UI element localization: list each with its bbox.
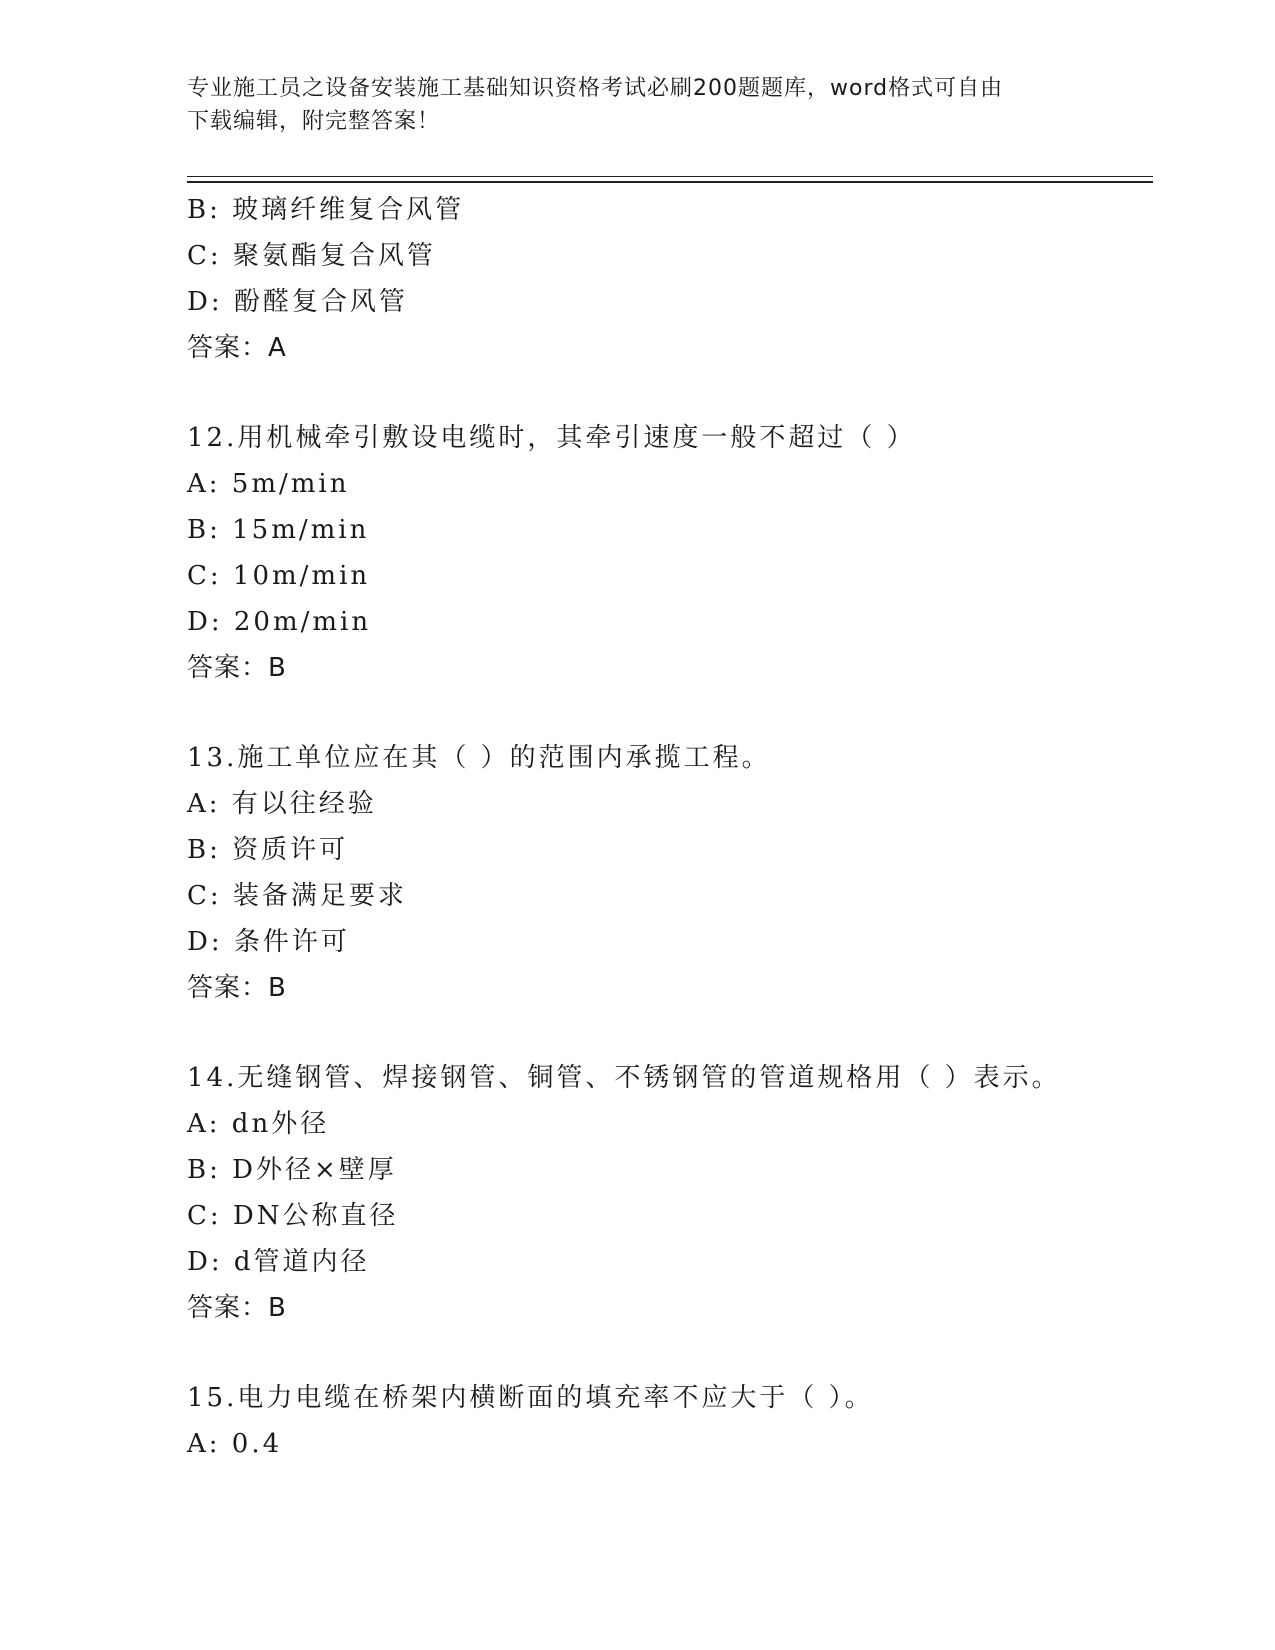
question-14	[187, 1055, 1153, 1331]
option-a: A: 有以往经验	[187, 789, 377, 819]
answer: 答案：B	[187, 973, 287, 1003]
question-list	[187, 187, 1153, 1467]
header-divider-thick	[187, 181, 1153, 183]
header-divider-thin	[187, 176, 1153, 177]
option-c: C: DN公称直径	[187, 1201, 399, 1231]
option-a: A: 5m/min	[187, 469, 350, 499]
option-d: D: 酚醛复合风管	[187, 287, 408, 317]
option-b: B: 玻璃纤维复合风管	[187, 195, 465, 225]
option-c: C: 10m/min	[187, 561, 371, 591]
question-text: 13.施工单位应在其（ ）的范围内承揽工程。	[187, 743, 771, 773]
spacer	[187, 1331, 1153, 1375]
question-13	[187, 735, 1153, 1011]
question-12	[187, 415, 1153, 691]
spacer	[187, 691, 1153, 735]
spacer	[187, 1011, 1153, 1055]
question-text: 15.电力电缆在桥架内横断面的填充率不应大于（ ）。	[187, 1383, 874, 1413]
option-c: C: 聚氨酯复合风管	[187, 241, 436, 271]
option-a: A: dn外径	[187, 1109, 330, 1139]
option-b: B: D外径×壁厚	[187, 1155, 397, 1185]
document-header	[187, 72, 1067, 138]
option-d: D: d管道内径	[187, 1247, 370, 1277]
option-b: B: 15m/min	[187, 515, 370, 545]
question-text: 14.无缝钢管、焊接钢管、铜管、不锈钢管的管道规格用（ ）表示。	[187, 1063, 1061, 1093]
spacer	[187, 371, 1153, 415]
answer: 答案：A	[187, 333, 287, 363]
answer: 答案：B	[187, 653, 287, 683]
option-d: D: 20m/min	[187, 607, 372, 637]
question-15	[187, 1375, 1153, 1467]
question-text: 12.用机械牵引敷设电缆时，其牵引速度一般不超过（ ）	[187, 423, 916, 453]
option-a: A: 0.4	[187, 1429, 283, 1459]
question-11-tail	[187, 187, 1153, 371]
header-line-1: 专业施工员之设备安装施工基础知识资格考试必刷200题题库，word格式可自由	[187, 76, 1004, 101]
answer: 答案：B	[187, 1293, 287, 1323]
header-line-2: 下载编辑，附完整答案！	[187, 109, 441, 134]
option-c: C: 装备满足要求	[187, 881, 407, 911]
option-d: D: 条件许可	[187, 927, 350, 957]
option-b: B: 资质许可	[187, 835, 349, 865]
